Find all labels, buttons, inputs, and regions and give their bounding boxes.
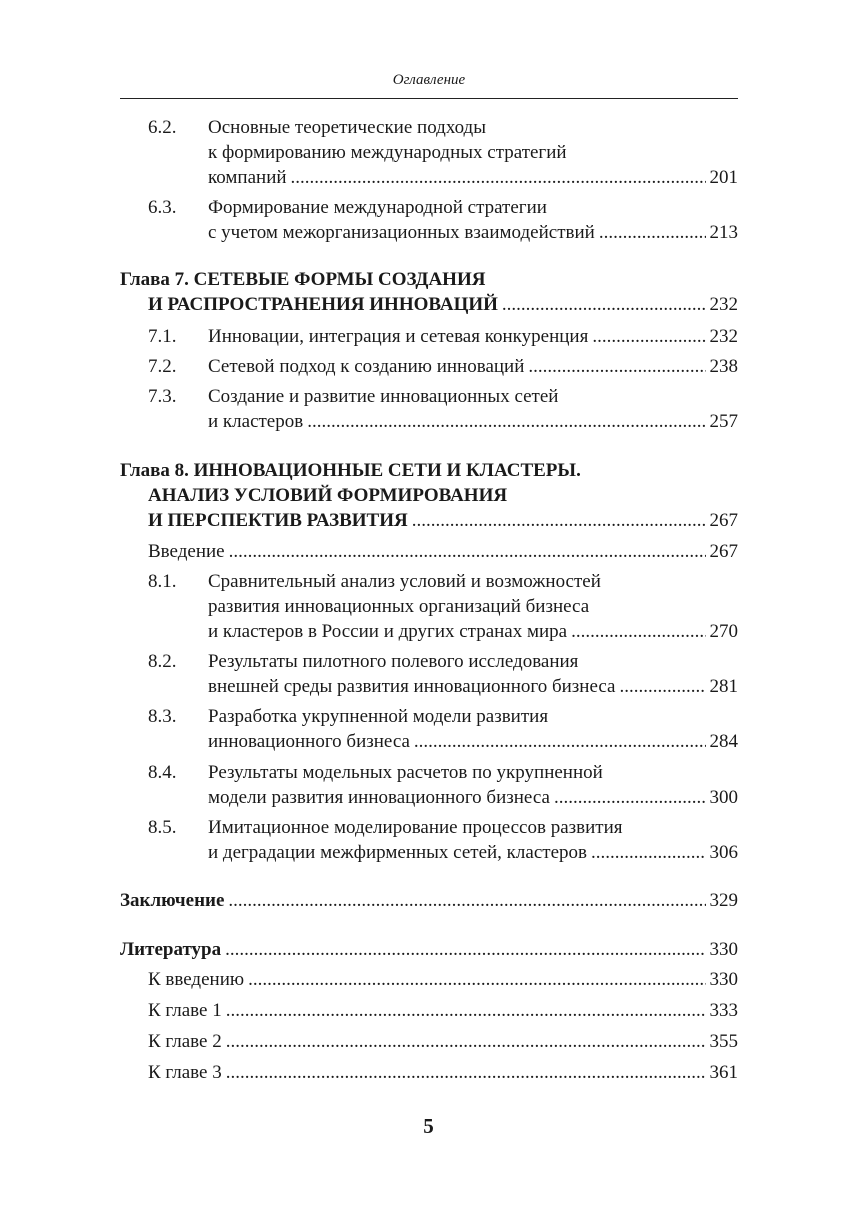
entry-title-line: Результаты модельных расчетов по укрупненной — [208, 762, 603, 783]
entry-title-line: модели развития инновационного бизнеса — [208, 787, 550, 808]
chapter-title-line: И РАСПРОСТРАНЕНИЯ ИННОВАЦИЙ — [148, 294, 498, 315]
entry-title-line: Результаты пилотного полевого исследования — [208, 651, 579, 672]
chapter-title-line: И ПЕРСПЕКТИВ РАЗВИТИЯ — [148, 510, 408, 531]
entry-number: 8.3. — [148, 706, 177, 727]
page-number: 306 — [709, 842, 738, 863]
page-number: 361 — [709, 1062, 738, 1083]
page-number: 267 — [709, 541, 738, 562]
dot-leader — [412, 508, 706, 534]
dot-leader — [571, 619, 705, 645]
header-rule — [120, 98, 738, 99]
entry-number: 7.1. — [148, 326, 177, 347]
page-number: 284 — [709, 731, 738, 752]
entry-title-line: Заключение — [120, 890, 225, 911]
entry-title-line: К главе 3 — [148, 1062, 222, 1083]
entry-title-line: Инновации, интеграция и сетевая конкуренция — [208, 326, 589, 347]
entry-title-line: Создание и развитие инновационных сетей — [208, 386, 559, 407]
page-number: 257 — [709, 411, 738, 432]
entry-title-line: Сетевой подход к созданию инноваций — [208, 356, 525, 377]
entry-title-line: с учетом межорганизационных взаимодействий — [208, 222, 595, 243]
entry-title-line: внешней среды развития инновационного бизнеса — [208, 676, 616, 697]
entry-title-line: и кластеров в России и других странах мира — [208, 621, 568, 642]
entry-title-line: компаний — [208, 167, 287, 188]
dot-leader — [591, 840, 706, 866]
page-number: 300 — [709, 787, 738, 808]
page-number: 330 — [709, 939, 738, 960]
entry-title-line: Основные теоретические подходы — [208, 117, 486, 138]
dot-leader — [226, 1060, 706, 1086]
dot-leader — [307, 409, 705, 435]
page-number: 333 — [709, 1000, 738, 1021]
running-head: Оглавление — [392, 72, 466, 88]
dot-leader — [248, 967, 705, 993]
entry-number: 8.2. — [148, 651, 177, 672]
entry-title-line: и кластеров — [208, 411, 304, 432]
entry-number: 7.3. — [148, 386, 177, 407]
page-number: 330 — [709, 969, 738, 990]
dot-leader — [414, 729, 706, 755]
entry-title-line: К главе 1 — [148, 1000, 222, 1021]
entry-number: 8.1. — [148, 571, 177, 592]
entry-number: 7.2. — [148, 356, 177, 377]
page-number: 281 — [709, 676, 738, 697]
dot-leader — [528, 354, 705, 380]
dot-leader — [226, 1029, 706, 1055]
dot-leader — [228, 888, 705, 914]
page-number: 213 — [709, 222, 738, 243]
entry-number: 8.5. — [148, 817, 177, 838]
entry-title-line: Формирование международной стратегии — [208, 197, 547, 218]
entry-number: 8.4. — [148, 762, 177, 783]
entry-title-line: инновационного бизнеса — [208, 731, 410, 752]
page-number: 238 — [709, 356, 738, 377]
page-number: 232 — [709, 326, 738, 347]
chapter-title-line: Глава 7. СЕТЕВЫЕ ФОРМЫ СОЗДАНИЯ — [120, 269, 486, 290]
dot-leader — [599, 220, 706, 246]
page-number: 232 — [709, 294, 738, 315]
dot-leader — [291, 165, 706, 191]
dot-leader — [592, 324, 705, 350]
entry-number: 6.2. — [148, 117, 177, 138]
entry-title-line: Сравнительный анализ условий и возможностей — [208, 571, 601, 592]
dot-leader — [502, 292, 706, 318]
entry-title-line: К главе 2 — [148, 1031, 222, 1052]
entry-title-line: развития инновационных организаций бизнеса — [208, 596, 590, 617]
page-number: 201 — [709, 167, 738, 188]
dot-leader — [229, 539, 706, 565]
entry-title-line: К введению — [148, 969, 245, 990]
entry-title-line: к формированию международных стратегий — [208, 142, 567, 163]
page-number: 267 — [709, 510, 738, 531]
page-folio: 5 — [423, 1114, 434, 1138]
dot-leader — [226, 998, 706, 1024]
entry-title-line: и деградации межфирменных сетей, кластеров — [208, 842, 587, 863]
page-number: 270 — [709, 621, 738, 642]
entry-title-line: Имитационное моделирование процессов развития — [208, 817, 623, 838]
entry-number: 6.3. — [148, 197, 177, 218]
entry-title-line: Литература — [120, 939, 222, 960]
page-number: 355 — [709, 1031, 738, 1052]
dot-leader — [619, 674, 705, 700]
dot-leader — [225, 937, 705, 963]
page-number: 329 — [709, 890, 738, 911]
entry-title-line: Введение — [148, 541, 225, 562]
dot-leader — [554, 785, 706, 811]
chapter-title-line: АНАЛИЗ УСЛОВИЙ ФОРМИРОВАНИЯ — [148, 485, 508, 506]
entry-title-line: Разработка укрупненной модели развития — [208, 706, 549, 727]
chapter-title-line: Глава 8. ИННОВАЦИОННЫЕ СЕТИ И КЛАСТЕРЫ. — [120, 460, 581, 481]
